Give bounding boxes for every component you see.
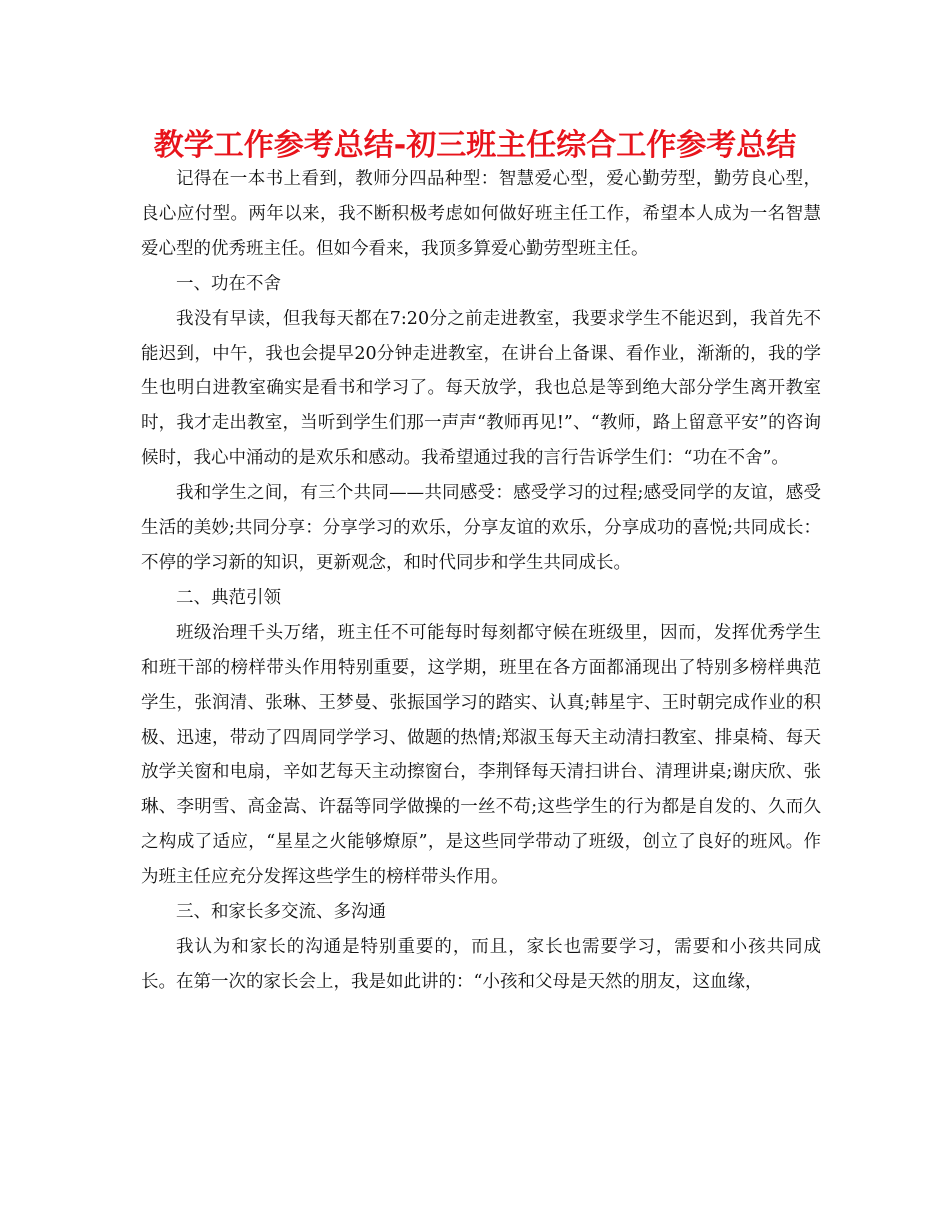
- section-heading-2: 二、典范引领: [176, 587, 281, 608]
- section-heading-3: 三、和家长多交流、多沟通: [176, 902, 386, 923]
- section-heading-1: 一、功在不舍: [176, 273, 281, 294]
- paragraph-intro: 记得在一本书上看到，教师分四品种型：智慧爱心型，爱心勤劳型，勤劳良心型，良心应付型。两年以来，我不断积极考虑如何做好班主任工作，希望本人成为一名智慧爱心型的优秀班主任。但如今看来，我顶多算爱心勤劳型班主任。: [141, 169, 821, 259]
- paragraph-section-1b: 我和学生之间，有三个共同——共同感受：感受学习的过程;感受同学的友谊，感受生活的美妙;共同分享：分享学习的欢乐，分享友谊的欢乐，分享成功的喜悦;共同成长：不停的学习新的知识，更新观念，和时代同步和学生共同成长。: [141, 483, 821, 573]
- paragraph-section-1a: 我没有早读，但我每天都在7:20分之前走进教室，我要求学生不能迟到，我首先不能迟到，中午，我也会提早20分钟走进教室，在讲台上备课、看作业，渐渐的，我的学生也明白进教室确实是看书和学习了。每天放学，我也总是等到绝大部分学生离开教室时，我才走出教室，当听到学生们那一声声“教师再见!”、“教师，路上留意平安”的咨询候时，我心中涌动的是欢乐和感动。我希望通过我的言行告诉学生们：“功在不舍”。: [141, 308, 821, 469]
- paragraph-section-2: 班级治理千头万绪，班主任不可能每时每刻都守候在班级里，因而，发挥优秀学生和班干部的榜样带头作用特别重要，这学期，班里在各方面都涌现出了特别多榜样典范学生，张润清、张琳、王梦曼、张振国学习的踏实、认真;韩星宇、王时朝完成作业的积极、迅速，带动了四周同学学习、做题的热情;郑淑玉每天主动清扫教室、排桌椅、每天放学关窗和电扇，辛如艺每天主动擦窗台，李荆铎每天清扫讲台、清理讲桌;谢庆欣、张琳、李明雪、高金嵩、许磊等同学做操的一丝不苟;这些学生的行为都是自发的、久而久之构成了适应，“星星之火能够燎原”，是这些同学带动了班级，创立了良好的班风。作为班主任应充分发挥这些学生的榜样带头作用。: [141, 622, 821, 888]
- document-body: [141, 162, 821, 1000]
- paragraph-section-3: 我认为和家长的沟通是特别重要的，而且，家长也需要学习，需要和小孩共同成长。在第一次的家长会上，我是如此讲的：“小孩和父母是天然的朋友，这血缘，: [141, 936, 821, 992]
- document-title: 教学工作参考总结-初三班主任综合工作参考总结: [153, 128, 797, 163]
